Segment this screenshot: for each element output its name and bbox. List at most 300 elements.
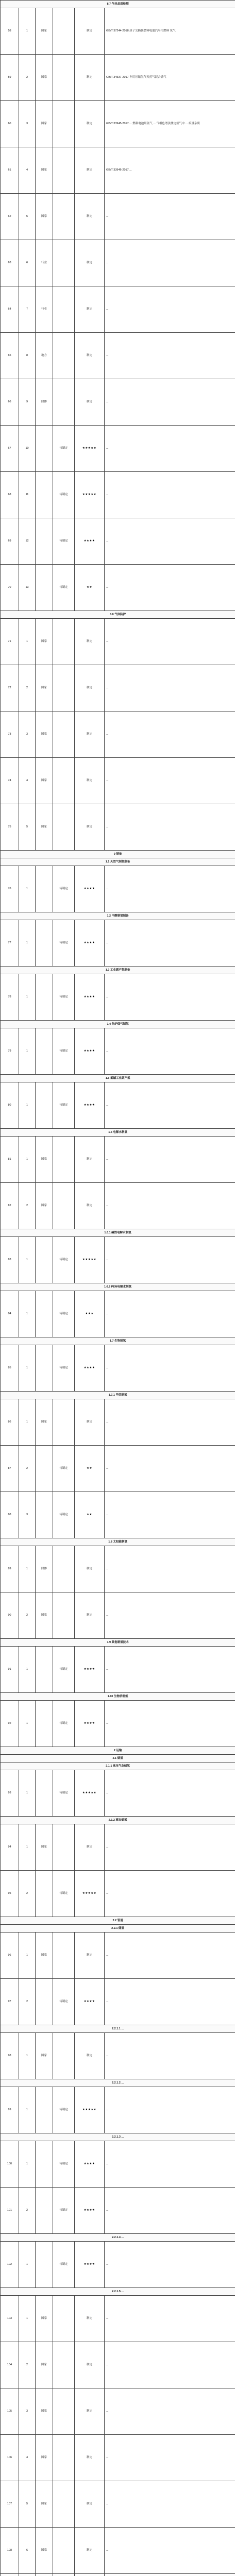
table-row (1, 2296, 235, 2342)
row-sub-number: 2 (19, 1979, 36, 2025)
table-row (1, 1446, 235, 1492)
table-row (1, 8, 235, 55)
standard-title: ... (105, 1446, 235, 1492)
section-heading: 2.2.1.5 ... (1, 2288, 235, 2296)
standard-level: 国家 (36, 2342, 53, 2388)
row-number: 106 (1, 2435, 19, 2481)
table-row (1, 1237, 235, 1283)
row-number: 103 (1, 2296, 19, 2342)
row-sub-number: 2 (19, 1592, 36, 1639)
standard-level (36, 1871, 53, 1917)
standard-title: ... (105, 1979, 235, 2025)
row-number: 64 (1, 286, 19, 333)
priority-stars: ★★ (75, 1492, 105, 1538)
priority-stars: ★★★★ (75, 1701, 105, 1747)
standard-title: ... (105, 2435, 235, 2481)
section-heading-row (1, 967, 235, 974)
standard-type: 待制定 (53, 974, 75, 1021)
row-number: 77 (1, 920, 19, 967)
table-row (1, 565, 235, 611)
row-sub-number: 1 (19, 866, 36, 912)
standard-level: 国家 (36, 711, 53, 758)
priority-stars: ★★★★ (75, 920, 105, 967)
row-number: 105 (1, 2388, 19, 2435)
standard-type: 待制定 (53, 1979, 75, 2025)
section-heading: 1.5 氯碱工业副产氢 (1, 1075, 235, 1082)
standard-status: 制定 (75, 1546, 105, 1592)
table-row (1, 2435, 235, 2481)
row-sub-number: 5 (19, 804, 36, 851)
section-heading-row (1, 1337, 235, 1345)
table-row (1, 1137, 235, 1183)
standard-status: 制定 (75, 286, 105, 333)
standard-status: 制定 (75, 804, 105, 851)
row-sub-number: 5 (19, 194, 36, 240)
row-number: 96 (1, 1933, 19, 1979)
table-row (1, 711, 235, 758)
standard-type (53, 1137, 75, 1183)
standard-type (53, 286, 75, 333)
standard-type (53, 2481, 75, 2528)
standard-title: ... (105, 1345, 235, 1392)
row-sub-number: 2 (19, 1871, 36, 1917)
section-heading-row (1, 1075, 235, 1082)
row-sub-number: 11 (19, 472, 36, 518)
standard-type: 待制定 (53, 1082, 75, 1129)
table-row (1, 1770, 235, 1817)
standard-type (53, 2528, 75, 2574)
section-heading-row (1, 1129, 235, 1137)
table-row (1, 194, 235, 240)
row-sub-number: 1 (19, 8, 36, 55)
table-row (1, 1291, 235, 1337)
section-heading: 2.2.1.1 ... (1, 2025, 235, 2033)
standard-level (36, 1446, 53, 1492)
standard-level (36, 1028, 53, 1075)
table-row (1, 920, 235, 967)
row-number: 101 (1, 2188, 19, 2234)
standard-status: 制定 (75, 194, 105, 240)
row-sub-number: 5 (19, 2481, 36, 2528)
section-heading: 2.2.1.4 ... (1, 2234, 235, 2242)
table-row (1, 2188, 235, 2234)
standard-level (36, 1291, 53, 1337)
row-number: 87 (1, 1446, 19, 1492)
standard-status: 制定 (75, 8, 105, 55)
row-number: 100 (1, 2141, 19, 2188)
standard-type (53, 619, 75, 665)
standard-title: GB/T 34537-2017 车用压缩氢气天然气混合燃气 (105, 55, 235, 101)
priority-stars: ★★★★★ (75, 472, 105, 518)
row-number: 81 (1, 1137, 19, 1183)
row-number: 66 (1, 379, 19, 426)
standard-type (53, 101, 75, 147)
priority-stars: ★★★★ (75, 1979, 105, 2025)
priority-stars: ★★★★ (75, 1082, 105, 1129)
standard-title: ... (105, 1399, 235, 1446)
section-heading-row (1, 2288, 235, 2296)
row-sub-number: 3 (19, 1492, 36, 1538)
row-sub-number: 1 (19, 1137, 36, 1183)
standard-status: 制定 (75, 2481, 105, 2528)
table-row (1, 472, 235, 518)
standard-type: 待制定 (53, 2242, 75, 2288)
table-row (1, 379, 235, 426)
table-row (1, 1592, 235, 1639)
row-sub-number: 1 (19, 1701, 36, 1747)
section-heading: 1.6 电解水制氢 (1, 1129, 235, 1137)
standard-level: 国家 (36, 8, 53, 55)
priority-stars: ★★★★ (75, 974, 105, 1021)
standard-status: 制定 (75, 2296, 105, 2342)
standard-type (53, 333, 75, 379)
standard-title: GB/T 37244-2018 质子交换膜燃料电池汽车用燃料 氢气 (105, 8, 235, 55)
table-row (1, 1183, 235, 1229)
row-sub-number: 2 (19, 1183, 36, 1229)
standard-level (36, 426, 53, 472)
row-number: 88 (1, 1492, 19, 1538)
standard-title: ... (105, 1492, 235, 1538)
standard-status: 制定 (75, 1592, 105, 1639)
section-heading: 8.7 气体品质检测 (1, 1, 235, 8)
standard-level (36, 518, 53, 565)
standard-level: 国家 (36, 2528, 53, 2574)
standard-title: ... (105, 665, 235, 711)
standard-status: 制定 (75, 2033, 105, 2079)
section-heading-row (1, 2079, 235, 2087)
section-heading: 8.8 气体防护 (1, 611, 235, 619)
standard-type (53, 1546, 75, 1592)
standard-level: 国家 (36, 1592, 53, 1639)
row-number: 104 (1, 2342, 19, 2388)
section-heading-row (1, 1925, 235, 1933)
standard-type (53, 804, 75, 851)
standard-title: ... (105, 974, 235, 1021)
standard-status: 制定 (75, 665, 105, 711)
section-heading: 2 运输 (1, 1747, 235, 1755)
standard-level: 行业 (36, 286, 53, 333)
standard-type: 待制定 (53, 2087, 75, 2133)
row-number: 72 (1, 665, 19, 711)
standard-title: GB/T 33945-2017 ... 燃料电池用氢气 ... 气相色谱法测定氢气中 ... 痕量杂质 (105, 101, 235, 147)
table-row (1, 2033, 235, 2079)
standard-level (36, 2188, 53, 2234)
standard-title: ... (105, 1137, 235, 1183)
row-number: 58 (1, 8, 19, 55)
table-row (1, 1546, 235, 1592)
row-number: 69 (1, 518, 19, 565)
priority-stars: ★★★★ (75, 1028, 105, 1075)
standard-status: 制定 (75, 147, 105, 194)
standard-title: ... (105, 194, 235, 240)
row-number: 92 (1, 1701, 19, 1747)
row-number: 78 (1, 974, 19, 1021)
standard-type: 待制定 (53, 2188, 75, 2234)
section-heading: 1.6.1 碱性电解水制氢 (1, 1229, 235, 1237)
standard-title: ... (105, 2033, 235, 2079)
table-row (1, 333, 235, 379)
standard-level (36, 920, 53, 967)
table-row (1, 2574, 235, 2576)
standard-title: ... (105, 2528, 235, 2574)
standard-title: GB/T 33946-2017 ... (105, 147, 235, 194)
row-number: 65 (1, 333, 19, 379)
standard-title: ... (105, 2087, 235, 2133)
standard-level (36, 1237, 53, 1283)
standard-level: 国家 (36, 2435, 53, 2481)
priority-stars: ★★★ (75, 1291, 105, 1337)
standard-level: 国家 (36, 2388, 53, 2435)
section-heading: 1.8 太阳能制氢 (1, 1538, 235, 1546)
table-row (1, 518, 235, 565)
standard-status: 制定 (75, 379, 105, 426)
section-heading-row (1, 1, 235, 8)
row-sub-number: 6 (19, 2528, 36, 2574)
standard-type (53, 55, 75, 101)
table-row (1, 426, 235, 472)
standard-status (75, 2574, 105, 2576)
row-number: 107 (1, 2481, 19, 2528)
priority-stars: ★★★★ (75, 866, 105, 912)
row-sub-number: 3 (19, 711, 36, 758)
standard-level (36, 1082, 53, 1129)
standard-level: 国家 (36, 2296, 53, 2342)
standard-title: ... (105, 565, 235, 611)
row-sub-number: 2 (19, 2342, 36, 2388)
row-sub-number: 7 (19, 286, 36, 333)
table-row (1, 2141, 235, 2188)
standard-title: ... (105, 1871, 235, 1917)
table-row (1, 286, 235, 333)
standard-level: 国家 (36, 1824, 53, 1871)
standard-type: 待制定 (53, 1492, 75, 1538)
row-sub-number: 9 (19, 379, 36, 426)
standard-level: 国家 (36, 1933, 53, 1979)
row-number: 90 (1, 1592, 19, 1639)
row-sub-number: 12 (19, 518, 36, 565)
standard-level (36, 2242, 53, 2288)
row-sub-number: 2 (19, 2188, 36, 2234)
row-sub-number: 1 (19, 1933, 36, 1979)
section-heading: 1.3 工业副产氢制备 (1, 967, 235, 974)
table-row (1, 758, 235, 804)
standard-status: 制定 (75, 2388, 105, 2435)
table-row (1, 1647, 235, 1693)
row-sub-number: 3 (19, 2388, 36, 2435)
section-heading-row (1, 1755, 235, 1762)
standard-level: 国家 (36, 2481, 53, 2528)
row-sub-number: 13 (19, 565, 36, 611)
standard-type: 待制定 (53, 472, 75, 518)
row-number: 79 (1, 1028, 19, 1075)
table-row (1, 2481, 235, 2528)
standard-level: 国家 (36, 758, 53, 804)
priority-stars: ★★★★ (75, 1647, 105, 1693)
standard-title: ... (105, 1592, 235, 1639)
standard-title: ... (105, 866, 235, 912)
section-heading-row (1, 1392, 235, 1399)
row-number: 108 (1, 2528, 19, 2574)
section-heading: 1.6.2 PEM电解水制氢 (1, 1283, 235, 1291)
row-number (1, 2574, 19, 2576)
standard-status: 制定 (75, 711, 105, 758)
section-heading-row (1, 912, 235, 920)
priority-stars: ★★★★ (75, 2188, 105, 2234)
standard-title: ... (105, 1647, 235, 1693)
standard-title: ... (105, 2242, 235, 2288)
table-row (1, 1701, 235, 1747)
priority-stars: ★★★★★ (75, 426, 105, 472)
table-row (1, 2342, 235, 2388)
standard-level: 国家 (36, 194, 53, 240)
priority-stars: ★★★★ (75, 1345, 105, 1392)
standard-type: 待制定 (53, 1701, 75, 1747)
standard-type (53, 2388, 75, 2435)
standard-title: ... (105, 379, 235, 426)
standard-title: ... (105, 2481, 235, 2528)
table-row (1, 55, 235, 101)
standard-type: 待制定 (53, 1871, 75, 1917)
row-sub-number: 8 (19, 333, 36, 379)
standard-level: 国家 (36, 1183, 53, 1229)
standard-status: 制定 (75, 2342, 105, 2388)
standard-level (36, 1701, 53, 1747)
standard-title: ... (105, 333, 235, 379)
row-sub-number: 1 (19, 1647, 36, 1693)
row-sub-number: 3 (19, 101, 36, 147)
standard-title: ... (105, 1183, 235, 1229)
standard-type (53, 2033, 75, 2079)
standard-level: 团体 (36, 379, 53, 426)
standard-title: ... (105, 2342, 235, 2388)
table-row (1, 147, 235, 194)
standard-status: 制定 (75, 1137, 105, 1183)
standard-title: ... (105, 1028, 235, 1075)
table-row (1, 1492, 235, 1538)
row-sub-number: 1 (19, 920, 36, 967)
standard-type: 待制定 (53, 866, 75, 912)
section-heading-row (1, 1817, 235, 1824)
priority-stars: ★★★★★ (75, 2087, 105, 2133)
table-body (1, 1, 235, 2576)
standard-type (53, 1399, 75, 1446)
table-row (1, 240, 235, 286)
standard-type: 待制定 (53, 1345, 75, 1392)
row-sub-number: 4 (19, 758, 36, 804)
row-sub-number: 10 (19, 426, 36, 472)
standard-level (36, 565, 53, 611)
row-sub-number: 1 (19, 1824, 36, 1871)
standard-type: 待制定 (53, 1028, 75, 1075)
section-heading: 1.9 其他制氢技术 (1, 1639, 235, 1647)
standard-level (36, 1345, 53, 1392)
section-heading-row (1, 1538, 235, 1546)
row-number: 82 (1, 1183, 19, 1229)
standard-status: 制定 (75, 2435, 105, 2481)
row-sub-number: 2 (19, 665, 36, 711)
row-sub-number: 1 (19, 1237, 36, 1283)
standard-level: 行业 (36, 240, 53, 286)
standard-title: ... (105, 2188, 235, 2234)
standard-status: 制定 (75, 1824, 105, 1871)
priority-stars: ★★★★★ (75, 1871, 105, 1917)
standard-level (36, 974, 53, 1021)
row-sub-number: 1 (19, 2141, 36, 2188)
standard-status: 制定 (75, 2528, 105, 2574)
row-sub-number: 1 (19, 1028, 36, 1075)
standard-status: 制定 (75, 758, 105, 804)
standard-level: 国家 (36, 1399, 53, 1446)
row-sub-number: 1 (19, 1546, 36, 1592)
table-row (1, 2087, 235, 2133)
row-number: 98 (1, 2033, 19, 2079)
row-sub-number: 1 (19, 974, 36, 1021)
row-number: 60 (1, 101, 19, 147)
row-number: 89 (1, 1546, 19, 1592)
row-number: 83 (1, 1237, 19, 1283)
standard-type: 待制定 (53, 920, 75, 967)
section-heading: 2.1.1 高压气态储氢 (1, 1762, 235, 1770)
row-sub-number (19, 2574, 36, 2576)
row-number: 85 (1, 1345, 19, 1392)
standard-status: 制定 (75, 240, 105, 286)
row-number: 70 (1, 565, 19, 611)
standard-level (36, 1492, 53, 1538)
standard-status: 制定 (75, 101, 105, 147)
row-number: 102 (1, 2242, 19, 2288)
standard-title: ... (105, 426, 235, 472)
row-sub-number: 1 (19, 2033, 36, 2079)
standard-type: 待制定 (53, 518, 75, 565)
row-number: 93 (1, 1770, 19, 1817)
row-sub-number: 1 (19, 2296, 36, 2342)
row-number: 97 (1, 1979, 19, 2025)
table-row (1, 804, 235, 851)
table-row (1, 619, 235, 665)
priority-stars: ★★ (75, 1446, 105, 1492)
row-number: 59 (1, 55, 19, 101)
standard-type: 待制定 (53, 565, 75, 611)
standard-title: ... (105, 1701, 235, 1747)
row-number: 61 (1, 147, 19, 194)
row-sub-number: 1 (19, 2242, 36, 2288)
row-number: 84 (1, 1291, 19, 1337)
standard-title: ... (105, 1237, 235, 1283)
standard-title: ... (105, 619, 235, 665)
section-heading-row (1, 611, 235, 619)
standard-title: ... (105, 518, 235, 565)
row-number: 76 (1, 866, 19, 912)
standard-title: ... (105, 1933, 235, 1979)
standard-type: 待制定 (53, 1446, 75, 1492)
standard-title (105, 2574, 235, 2576)
standard-title: ... (105, 758, 235, 804)
table-row (1, 101, 235, 147)
standard-type (53, 379, 75, 426)
standard-level: 国家 (36, 2033, 53, 2079)
standard-type (53, 1824, 75, 1871)
standard-title: ... (105, 1770, 235, 1817)
section-heading: 1.4 焦炉煤气制氢 (1, 1021, 235, 1028)
row-sub-number: 1 (19, 1399, 36, 1446)
section-heading: 2.2.1.2 ... (1, 2079, 235, 2087)
section-heading-row (1, 1021, 235, 1028)
standard-level: 国家 (36, 665, 53, 711)
standard-level (36, 2141, 53, 2188)
standard-level (36, 1979, 53, 2025)
row-sub-number: 1 (19, 1345, 36, 1392)
section-heading-row (1, 1229, 235, 1237)
